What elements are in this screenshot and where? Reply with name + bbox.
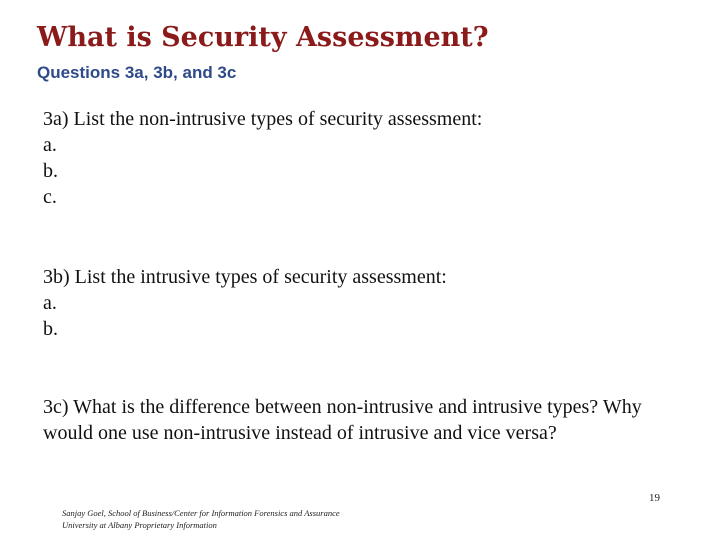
question-3a [43,106,482,210]
footer-author-line: Sanjay Goel, School of Business/Center for Information Forensics and Assurance [62,508,340,518]
footer [62,507,340,531]
slide-title: What is Security Assessment? [37,22,489,53]
question-3a-prompt: 3a) List the non-intrusive types of security assessment: [43,108,483,130]
slide-subtitle: Questions 3a, 3b, and 3c [37,63,237,82]
question-3a-item-b: b. [43,160,58,182]
footer-proprietary-line: University at Albany Proprietary Information [62,520,217,530]
question-3a-item-a: a. [43,134,57,156]
question-3c [43,394,643,446]
question-3b-item-b: b. [43,318,58,340]
question-3b-item-a: a. [43,292,57,314]
question-3b-prompt: 3b) List the intrusive types of security assessment: [43,266,447,288]
question-3b [43,264,447,342]
question-3a-item-c: c. [43,186,57,208]
page-number: 19 [649,492,660,504]
question-3c-prompt: 3c) What is the difference between non-intrusive and intrusive types? Why would one use non-intrusive instead of intrusive and vice versa? [43,396,642,444]
